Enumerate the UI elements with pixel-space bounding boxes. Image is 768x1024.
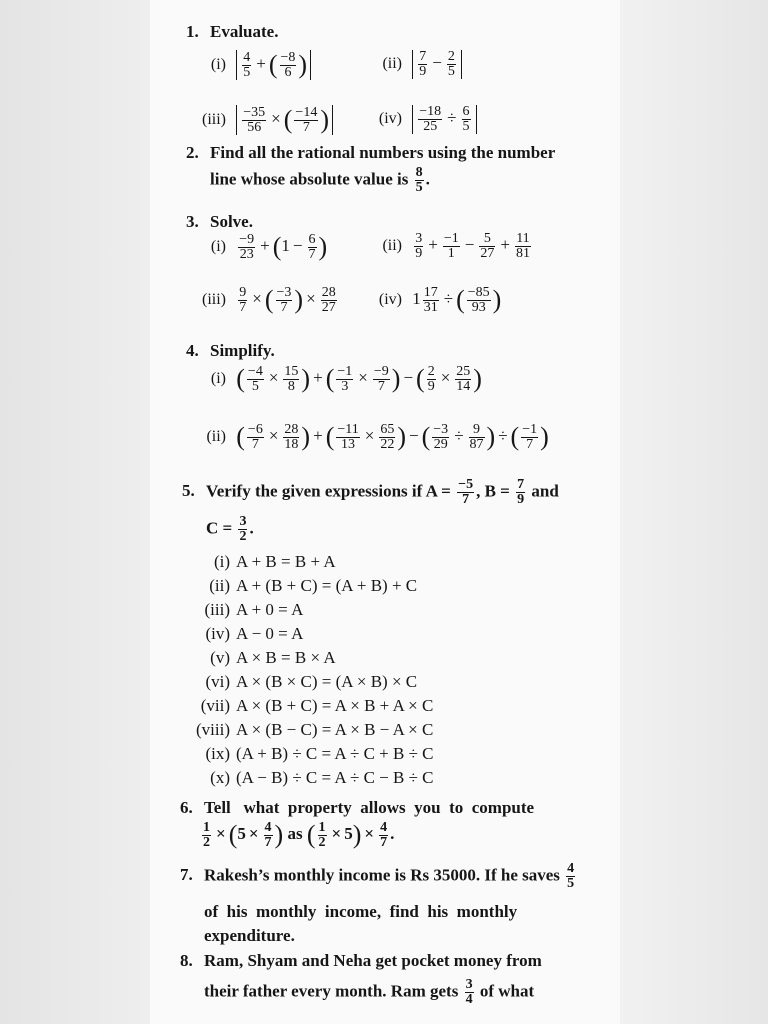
q4-heading: 4. Simplify. — [186, 341, 275, 360]
q8-line1: 8. Ram, Shyam and Neha get pocket money from — [180, 951, 542, 970]
q6-line2: $\frac{1}{2}$ × (5 × $\frac{4}{7}$ ) as ( $\frac{1}{2}$ × 5) × $\frac{4}{7}$ . — [203, 819, 395, 850]
q5-item: (viii) A × (B − C) = A × B − A × C — [196, 720, 434, 739]
q3-part-iv: (iv) 1 $\frac{17}{31}$ ÷ ( $\frac{-85}{93}$ ) — [378, 284, 502, 315]
q7-line2: of his monthly income, find his monthly — [204, 902, 518, 921]
q1-heading: 1. Evaluate. — [186, 22, 279, 41]
q3-part-ii: (ii) $\frac{3}{9}$ + $\frac{-1}{1}$ − $\frac{5}{27}$ + $\frac{11}{81}$ — [382, 231, 530, 261]
q1-part-i: (i) $\frac{4}{5}$ + ( $\frac{-8}{6}$ ) — [192, 50, 311, 80]
q3-part-i: (i) $\frac{-9}{23}$ + (1 − $\frac{6}{7}$ ) — [210, 231, 328, 262]
q5-item: (vi) A × (B × C) = (A × B) × C — [205, 672, 418, 691]
page-margin-left — [0, 0, 150, 1024]
q3-part-iii: (iii) $\frac{9}{7}$ × ( $\frac{-3}{7}$ ) × $\frac{28}{27}$ — [202, 284, 336, 315]
q5-line1: 5. Verify the given expressions if A = $\frac{-5}{7}$ , B = $\frac{7}{9}$ and — [182, 477, 559, 507]
q1-part-iv: (iv) $\frac{-18}{25}$ ÷ $\frac{6}{5}$ — [368, 105, 477, 134]
q5-line2: C = $\frac{3}{2}$ . — [206, 514, 254, 544]
q1-part-ii: (ii) $\frac{7}{9}$ − $\frac{2}{5}$ — [368, 50, 462, 79]
q5-item: (iv) A − 0 = A — [205, 624, 304, 643]
q5-item: (ix) (A + B) ÷ C = A ÷ C + B ÷ C — [205, 744, 434, 763]
q5-item: (iii) A + 0 = A — [204, 600, 304, 619]
q3-heading: 3. Solve. — [186, 212, 253, 231]
q6-line1: 6. Tell what property allows you to compute — [180, 798, 535, 817]
q2-line2: line whose absolute value is $\frac{8}{5}$ . — [210, 165, 430, 195]
page-margin-right — [620, 0, 768, 1024]
q5-item: (vii) A × (B + C) = A × B + A × C — [200, 696, 434, 715]
q8-line2: their father every month. Ram gets $\frac{3}{4}$ of what — [204, 977, 535, 1007]
q7-line1: 7. Rakesh’s monthly income is Rs 35000. If he saves $\frac{4}{5}$ — [180, 861, 575, 891]
q5-item: (ii) A + (B + C) = (A + B) + C — [209, 576, 418, 595]
q2-line1: 2. Find all the rational numbers using the number — [186, 143, 556, 162]
q4-part-ii: (ii) ( $\frac{-6}{7}$ × $\frac{28}{18}$ ) + ( $\frac{-11}{13}$ × $\frac{65}{22}$ ) − ( $\frac{-3}{29}$ ÷ $\frac{9}{87}$ ) ÷ ( $\frac{-1}{7}$ ) — [206, 421, 549, 452]
q1-title: Evaluate. — [210, 22, 279, 41]
q7-line3: expenditure. — [204, 926, 295, 945]
q1-part-iii: (iii) $\frac{-35}{56}$ × ( $\frac{-14}{7}$ ) — [192, 105, 333, 135]
q5-item: (i) A + B = B + A — [213, 552, 336, 571]
q5-item: (v) A × B = B × A — [210, 648, 336, 667]
q4-part-i: (i) ( $\frac{-4}{5}$ × $\frac{15}{8}$ ) + ( $\frac{-1}{3}$ × $\frac{-9}{7}$ ) − ( $\frac{2}{9}$ × $\frac{25}{14}$ ) — [210, 363, 482, 394]
q5-item: (x) (A − B) ÷ C = A ÷ C − B ÷ C — [210, 768, 434, 787]
